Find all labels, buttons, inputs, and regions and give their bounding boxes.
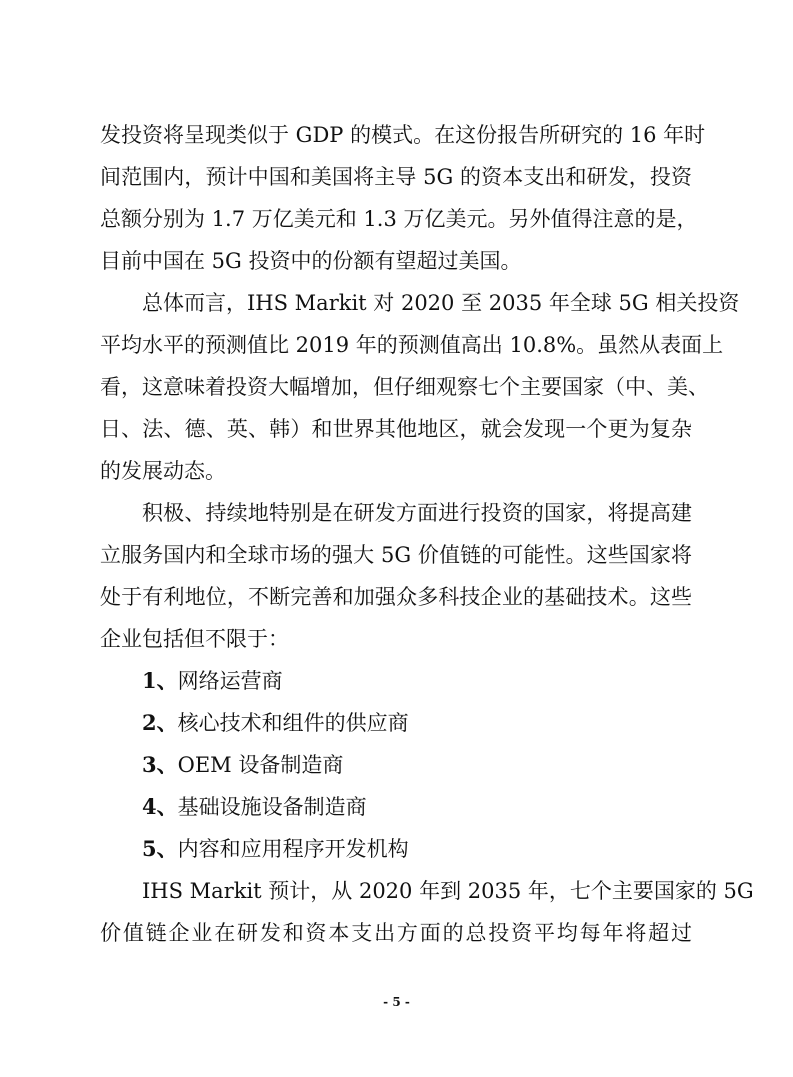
paragraph-line: 价值链企业在研发和资本支出方面的总投资平均每年将超过	[100, 921, 692, 945]
paragraph-line: IHS Markit 预计，从 2020 年到 2035 年，七个主要国家的 5G	[142, 879, 754, 903]
paragraph-line: 立服务国内和全球市场的强大 5G 价值链的可能性。这些国家将	[100, 543, 692, 567]
list-item-number: 4、	[142, 794, 178, 819]
paragraph-line: 平均水平的预测值比 2019 年的预测值高出 10.8%。虽然从表面上	[100, 333, 724, 357]
paragraph-line: 总额分别为 1.7 万亿美元和 1.3 万亿美元。另外值得注意的是，	[100, 207, 698, 231]
list-item	[142, 750, 682, 780]
list-item-text: 核心技术和组件的供应商	[177, 711, 409, 735]
list-item-text: 内容和应用程序开发机构	[177, 837, 409, 861]
paragraph-line: 目前中国在 5G 投资中的份额有望超过美国。	[100, 249, 522, 273]
paragraph-line: 日、法、德、英、韩）和世界其他地区，就会发现一个更为复杂	[100, 417, 692, 441]
paragraph-line: 的发展动态。	[100, 459, 226, 483]
paragraph-line: 发投资将呈现类似于 GDP 的模式。在这份报告所研究的 16 年时	[100, 123, 706, 147]
list-item	[142, 834, 682, 864]
list-item-number: 3、	[142, 752, 178, 777]
list-item	[142, 792, 682, 822]
paragraph-line: 总体而言，IHS Markit 对 2020 至 2035 年全球 5G 相关投资	[142, 291, 740, 315]
list-item	[142, 708, 682, 738]
list-item-number: 2、	[142, 710, 178, 735]
list-item-number: 1、	[142, 668, 178, 693]
list-item-number: 5、	[142, 836, 178, 861]
list-item-text: 基础设施设备制造商	[177, 795, 367, 819]
paragraph-line: 企业包括但不限于：	[100, 627, 289, 651]
page-number: - 5 -	[383, 995, 410, 1009]
paragraph-line: 处于有利地位，不断完善和加强众多科技企业的基础技术。这些	[100, 585, 692, 609]
paragraph-line: 间范围内，预计中国和美国将主导 5G 的资本支出和研发，投资	[100, 165, 692, 189]
list-item-text: OEM 设备制造商	[177, 753, 344, 777]
list-item-text: 网络运营商	[177, 669, 283, 693]
paragraph-line: 看，这意味着投资大幅增加，但仔细观察七个主要国家（中、美、	[100, 375, 709, 399]
paragraph-line: 积极、持续地特别是在研发方面进行投资的国家，将提高建	[142, 501, 692, 525]
list-item	[142, 666, 682, 696]
